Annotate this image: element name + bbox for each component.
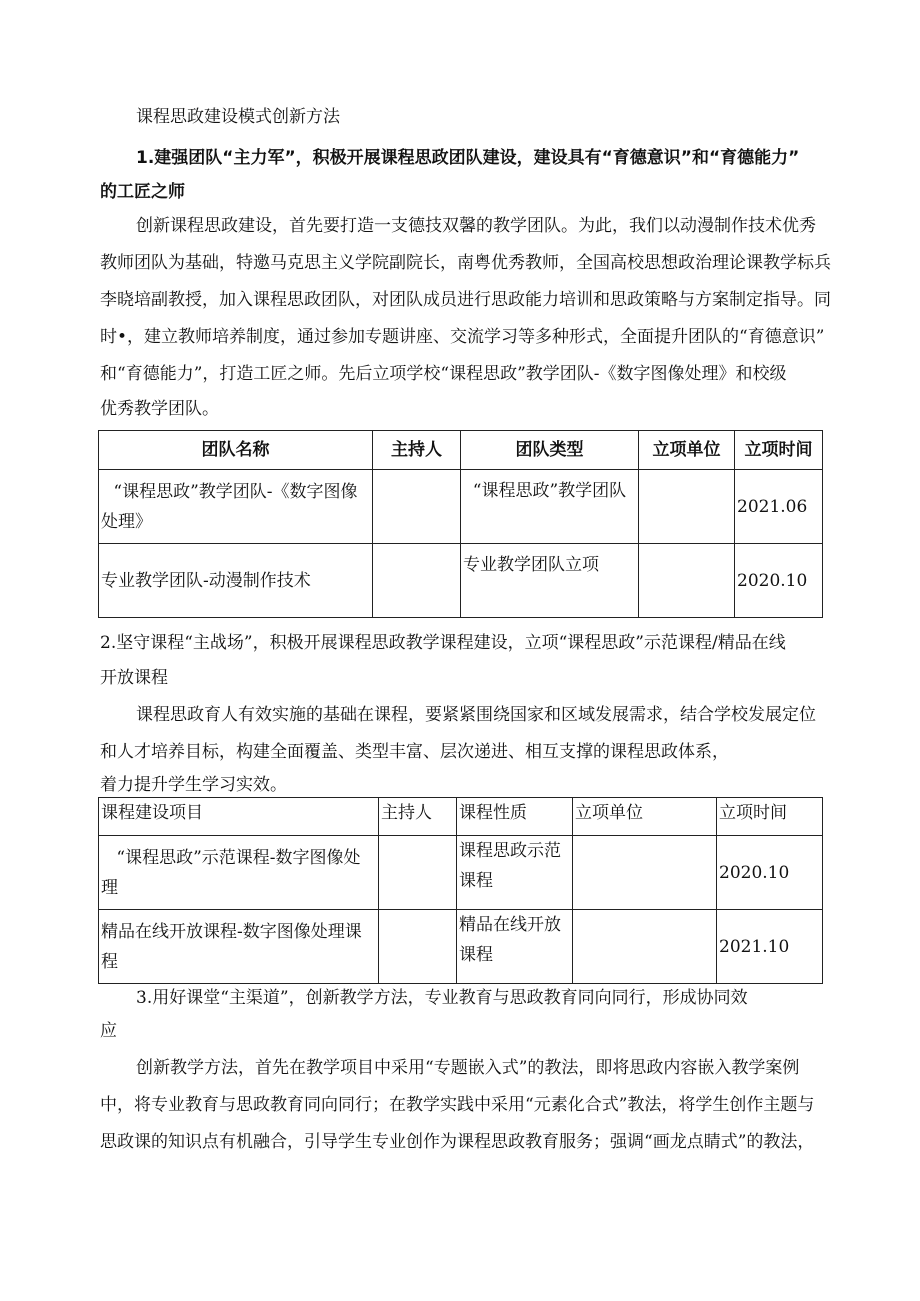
section2-para-line1: 课程思政育人有效实施的基础在课程，要紧紧围绕国家和区域发展需求，结合学校发展定位 <box>136 705 816 725</box>
section2-title-line2: 开放课程 <box>100 668 168 688</box>
section1-para-line4: 时•，建立教师培养制度，通过参加专题讲座、交流学习等多种形式，全面提升团队的“育德意识” <box>100 327 825 347</box>
section1-title-line2: 的工匠之师 <box>100 182 185 202</box>
table-header-row <box>99 798 823 836</box>
course-type-cell <box>457 836 573 910</box>
section3-para-line2: 中，将专业教育与思政教育同向同行；在教学实践中采用“元素化合式”教法，将学生创作主题与 <box>100 1095 815 1115</box>
section1-para-line1: 创新课程思政建设，首先要打造一支德技双馨的教学团队。为此，我们以动漫制作技术优秀 <box>136 216 816 236</box>
section2-title-line1: 2.坚守课程“主战场”，积极开展课程思政教学课程建设，立项“课程思政”示范课程/精品在线 <box>100 633 786 653</box>
header-cell: 立项单位 <box>639 431 735 470</box>
table-header-row <box>99 431 823 470</box>
time-cell: 2021.06 <box>735 470 823 544</box>
host-cell <box>379 910 457 984</box>
host-cell <box>373 470 461 544</box>
section2-para-line2: 和人才培养目标，构建全面覆盖、类型丰富、层次递进、相互支撑的课程思政体系， <box>100 742 729 762</box>
course-name-line2: 理 <box>101 877 118 898</box>
section1-para-line5: 和“育德能力”，打造工匠之师。先后立项学校“课程思政”教学团队-《数字图像处理》和校级 <box>100 364 787 384</box>
header-cell: 主持人 <box>373 431 461 470</box>
team-name-cell <box>99 470 373 544</box>
header-cell: 立项时间 <box>717 798 823 836</box>
course-table <box>98 797 823 984</box>
course-type-line1: 课程思政示范 <box>459 841 561 861</box>
header-cell: 课程性质 <box>457 798 573 836</box>
section1-para-line2: 教师团队为基础，特邀马克思主义学院副院长，南粤优秀教师，全国高校思想政治理论课教学标兵 <box>100 253 831 273</box>
table-row <box>99 544 823 618</box>
section1-title-line1: 1.建强团队“主力军”，积极开展课程思政团队建设，建设具有“育德意识”和“育德能力” <box>136 148 800 168</box>
team-name-line1: “课程思政”教学团队-《数字图像 <box>113 481 358 502</box>
unit-cell <box>639 544 735 618</box>
header-cell: 立项时间 <box>735 431 823 470</box>
course-type-line2: 课程 <box>459 871 493 891</box>
course-name-line2: 程 <box>101 951 118 972</box>
course-type-cell <box>457 910 573 984</box>
header-cell: 团队类型 <box>461 431 639 470</box>
section3-title-line2: 应 <box>100 1021 117 1041</box>
header-cell: 立项单位 <box>573 798 717 836</box>
table-row <box>99 470 823 544</box>
time-cell: 2020.10 <box>735 544 823 618</box>
table-row <box>99 910 823 984</box>
table-row <box>99 836 823 910</box>
host-cell <box>373 544 461 618</box>
team-table <box>98 430 823 618</box>
host-cell <box>379 836 457 910</box>
doc-heading: 课程思政建设模式创新方法 <box>136 107 340 127</box>
section1-para-line6: 优秀教学团队。 <box>100 399 219 419</box>
unit-cell <box>573 836 717 910</box>
course-name-cell <box>99 836 379 910</box>
team-name-cell: 专业教学团队-动漫制作技术 <box>99 544 373 618</box>
team-type-cell: 专业教学团队立项 <box>461 544 639 618</box>
section1-para-line3: 李晓培副教授，加入课程思政团队，对团队成员进行思政能力培训和思政策略与方案制定指导。同 <box>100 290 831 310</box>
section3-para-line3: 思政课的知识点有机融合，引导学生专业创作为课程思政教育服务；强调“画龙点睛式”的教法， <box>100 1132 815 1152</box>
time-cell: 2020.10 <box>717 836 823 910</box>
section2-para-line3: 着力提升学生学习实效。 <box>100 775 287 795</box>
unit-cell <box>639 470 735 544</box>
unit-cell <box>573 910 717 984</box>
header-cell: 课程建设项目 <box>99 798 379 836</box>
team-name-line2: 处理》 <box>101 511 152 532</box>
course-type-line1: 精品在线开放 <box>459 915 561 935</box>
course-name-cell <box>99 910 379 984</box>
section3-title-line1: 3.用好课堂“主渠道”，创新教学方法，专业教育与思政教育同向同行，形成协同效 <box>136 988 748 1008</box>
course-name-line1: 精品在线开放课程-数字图像处理课 <box>101 921 362 942</box>
team-type-cell: “课程思政”教学团队 <box>461 470 639 544</box>
section3-para-line1: 创新教学方法，首先在教学项目中采用“专题嵌入式”的教法，即将思政内容嵌入教学案例 <box>136 1058 800 1078</box>
header-cell: 团队名称 <box>99 431 373 470</box>
header-cell: 主持人 <box>379 798 457 836</box>
time-cell: 2021.10 <box>717 910 823 984</box>
course-type-line2: 课程 <box>459 945 493 965</box>
course-name-line1: “课程思政”示范课程-数字图像处 <box>116 847 361 868</box>
